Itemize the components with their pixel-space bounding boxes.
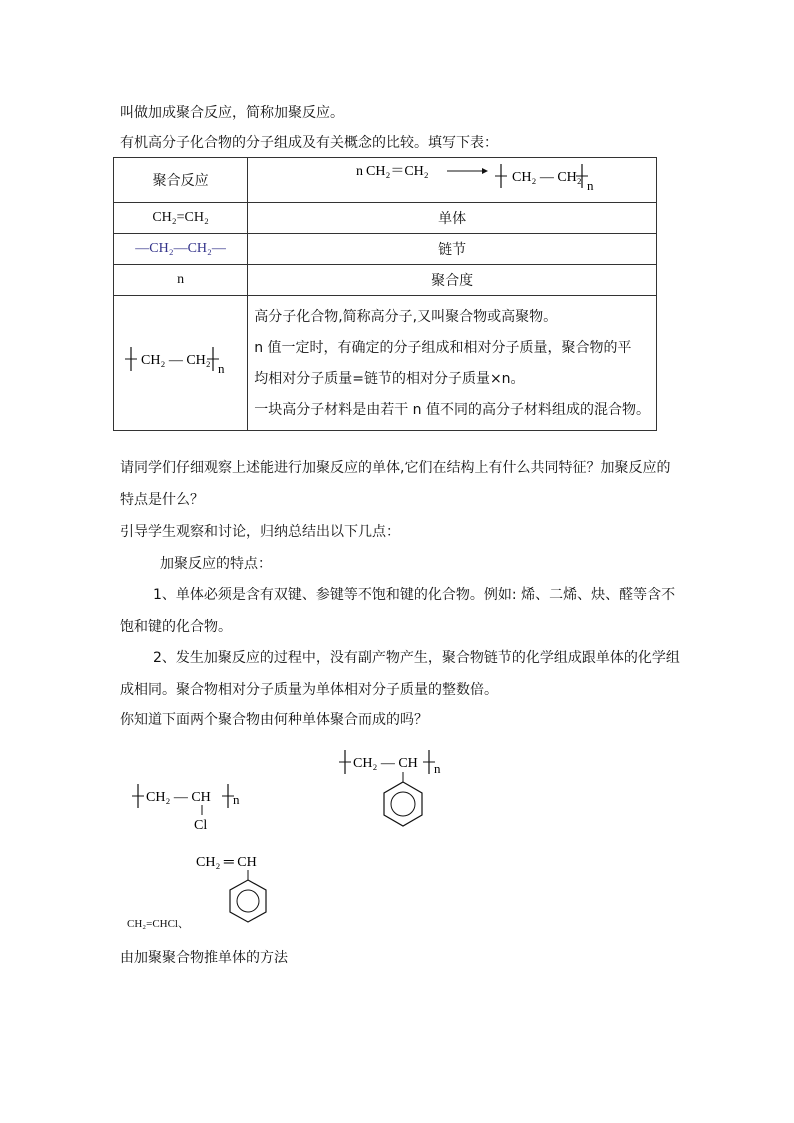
eq-reactant: CH₂＝CH₂ — [366, 164, 429, 179]
cell-chain-unit-formula: —CH₂—CH₂— — [114, 234, 248, 265]
eq-product-unit: CH₂ — CH₂ — [512, 170, 582, 185]
question-line-1: 请同学们仔细观察上述能进行加聚反应的单体,它们在结构上有什么共同特征？加聚反应的 — [120, 460, 671, 476]
method-title: 由加聚聚合物推单体的方法 — [120, 950, 288, 966]
feature-1-line-2: 饱和键的化合物。 — [120, 619, 232, 635]
comparison-table — [113, 157, 657, 431]
definition-line: 高分子化合物,简称高分子,又叫聚合物或高聚物。 — [254, 309, 558, 325]
eq-n: n — [356, 164, 364, 179]
benzene-ring-icon — [384, 782, 422, 826]
feature-2-line-2: 成相同。聚合物相对分子质量为单体相对分子质量的整数倍。 — [120, 682, 498, 698]
table-row — [114, 234, 657, 265]
table-caption: 有机高分子化合物的分子组成及有关概念的比较。填写下表： — [120, 135, 498, 151]
intro-line: 叫做加成聚合反应，简称加聚反应。 — [120, 105, 344, 121]
question-2: 你知道下面两个聚合物由何种单体聚合而成的吗？ — [120, 712, 428, 728]
definition-line: n 值一定时，有确定的分子组成和相对分子质量，聚合物的平 — [254, 340, 632, 356]
feature-2-line-1: 2、发生加聚反应的过程中，没有副产物产生，聚合物链节的化学组成跟单体的化学组 — [153, 650, 680, 666]
eq-sub-n: n — [587, 178, 594, 193]
aromatic-circle-icon — [391, 792, 415, 816]
polystyrene-structure — [335, 744, 455, 830]
definition-line: 均相对分子质量=链节的相对分子质量×n。 — [254, 371, 525, 387]
polystyrene-unit: CH₂ — CH — [353, 756, 418, 771]
cell-polymer-definitions — [248, 296, 657, 431]
aromatic-circle-icon — [237, 890, 259, 912]
vinyl-chloride-formula: CH₂=CHCl、 — [127, 918, 189, 930]
table-row — [114, 158, 657, 203]
pvc-structure — [128, 778, 258, 834]
styrene-monomer — [196, 850, 286, 928]
cell-degree-symbol: n — [114, 265, 248, 296]
pvc-sub-n: n — [233, 792, 240, 807]
cell-chain-unit-term: 链节 — [248, 234, 657, 265]
feature-1-line-1: 1、单体必须是含有双键、参键等不饱和键的化合物。例如: 烯、二烯、炔、醛等含不 — [153, 587, 676, 603]
polymer-sub-n: n — [217, 361, 225, 376]
features-title: 加聚反应的特点： — [160, 556, 272, 572]
cell-polymerization-label: 聚合反应 — [114, 158, 248, 203]
question-line-2: 特点是什么？ — [120, 492, 204, 508]
polymer-unit: CH₂ — CH₂ — [140, 353, 211, 368]
cell-monomer-term: 单体 — [248, 203, 657, 234]
styrene-formula: CH₂ ═ CH — [196, 855, 257, 870]
cell-degree-term: 聚合度 — [248, 265, 657, 296]
guide-line: 引导学生观察和讨论，归纳总结出以下几点： — [120, 524, 400, 540]
cell-monomer-formula: CH₂=CH₂ — [114, 203, 248, 234]
arrow-head-icon — [482, 168, 488, 174]
benzene-ring-icon — [230, 880, 266, 922]
pvc-chlorine: Cl — [194, 818, 208, 833]
polystyrene-sub-n: n — [434, 761, 441, 776]
table-row — [114, 265, 657, 296]
pvc-unit: CH₂ — CH — [146, 790, 211, 805]
table-row — [114, 296, 657, 431]
table-row — [114, 203, 657, 234]
definition-line: 一块高分子材料是由若干 n 值不同的高分子材料组成的混合物。 — [254, 402, 650, 418]
cell-polymerization-equation — [248, 158, 657, 203]
cell-polymer-formula — [114, 296, 248, 431]
polymerization-equation — [302, 158, 602, 198]
polyethylene-structure — [121, 341, 241, 381]
